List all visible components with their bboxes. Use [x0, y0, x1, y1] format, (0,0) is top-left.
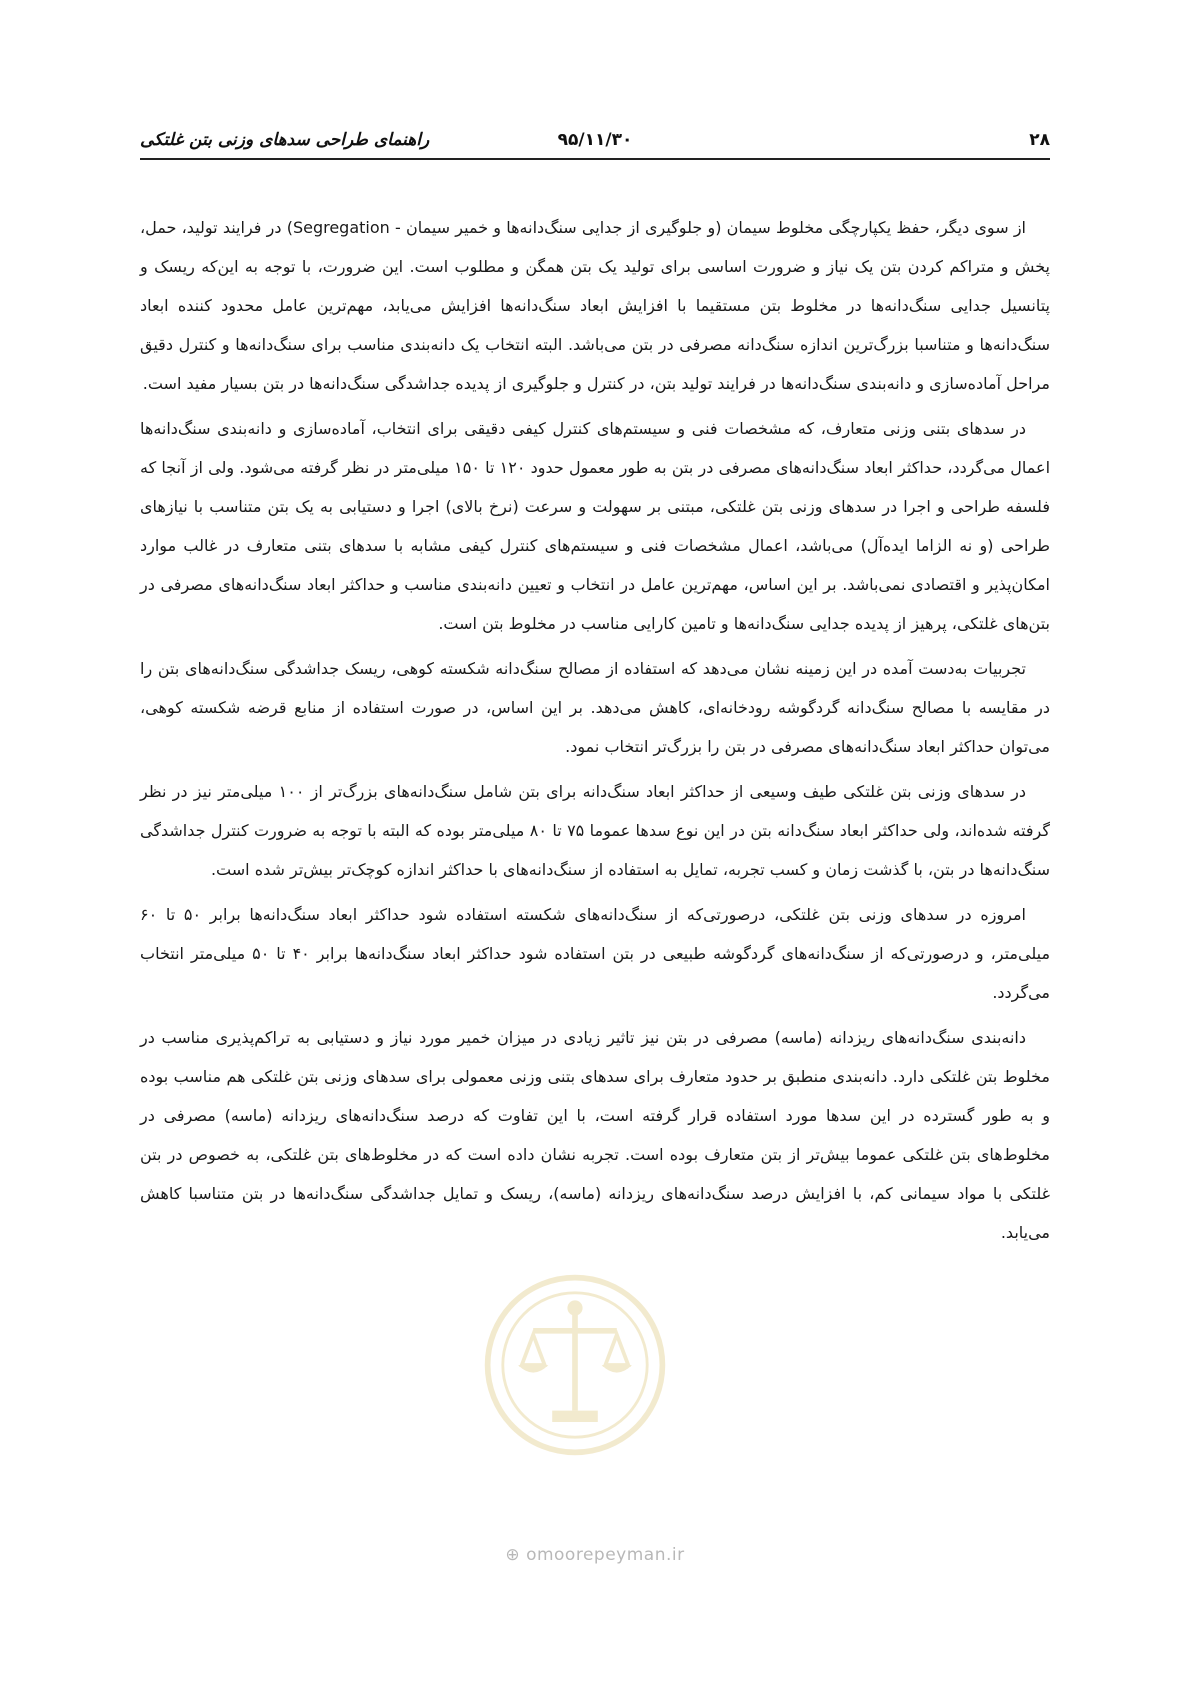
page-header [140, 128, 1050, 168]
document-title: راهنمای طراحی سدهای وزنی بتن غلتکی [140, 130, 430, 150]
paragraph: دانه‌بندی سنگ‌دانه‌های ریزدانه (ماسه) مصرفی در بتن نیز تاثیر زیادی در میزان خمیر مورد نیاز و دستیابی به تراکم‌پذیری مناسب در مخلوط بتن غلتکی دارد. دانه‌بندی منطبق بر حدود متعارف برای سدهای بتنی وزنی معمولی برای سدهای وزنی بتن غلتکی هم مناسب بوده و به طور گسترده در این سدها مورد استفاده قرار گرفته است، با این تفاوت که درصد سنگ‌دانه‌های ریزدانه (ماسه) مصرفی در مخلوط‌های بتن غلتکی عموما بیش‌تر از بتن متعارف بوده است. تجربه نشان داده است که در مخلوط‌های بتن غلتکی، به خصوص در بتن غلتکی با مواد سیمانی کم، با افزایش درصد سنگ‌دانه‌های ریزدانه (ماسه)، ریسک و تمایل جداشدگی سنگ‌دانه‌ها در بتن متناسبا کاهش می‌یابد. [140, 1028, 1050, 1242]
header-date: ۹۵/۱۱/۳۰ [557, 130, 633, 150]
paragraph: امروزه در سدهای وزنی بتن غلتکی، درصورتی‌که از سنگ‌دانه‌های شکسته استفاده شود حداکثر ابعاد سنگ‌دانه‌ها برابر ۵۰ تا ۶۰ میلی‌متر، و درصورتی‌که از سنگ‌دانه‌های گردگوشه طبیعی در بتن استفاده شود حداکثر ابعاد سنگ‌دانه‌ها برابر ۴۰ تا ۵۰ میلی‌متر انتخاب می‌گردد. [140, 905, 1051, 1002]
watermark-url [0, 1545, 1190, 1565]
paragraph: در سدهای وزنی بتن غلتکی طیف وسیعی از حداکثر ابعاد سنگ‌دانه برای بتن شامل سنگ‌دانه‌های بزرگ‌تر از ۱۰۰ میلی‌متر نیز در نظر گرفته شده‌اند، ولی حداکثر ابعاد سنگ‌دانه بتن در این نوع سدها عموما ۷۵ تا ۸۰ میلی‌متر بوده که البته با توجه به ضرورت کنترل جداشدگی سنگ‌دانه‌ها در بتن، با گذشت زمان و کسب تجربه، تمایل به استفاده از سنگ‌دانه‌های با حداکثر اندازه کوچک‌تر بیش‌تر شده است. [140, 782, 1050, 879]
watermark-site: omoorepeyman.ir [526, 1545, 685, 1565]
header-divider [140, 158, 1050, 160]
paragraph: تجربیات به‌دست آمده در این زمینه نشان می‌دهد که استفاده از مصالح سنگ‌دانه شکسته کوهی، ریسک جداشدگی سنگ‌دانه‌های بتن را در مقایسه با مصالح سنگ‌دانه گردگوشه رودخانه‌ای، کاهش می‌دهد. بر این اساس، در صورت استفاده از منابع قرضه شکسته کوهی، می‌توان حداکثر ابعاد سنگ‌دانه‌های مصرفی در بتن را بزرگ‌تر انتخاب نمود. [140, 659, 1050, 756]
globe-icon: ⊕ [505, 1545, 521, 1565]
paragraph: از سوی دیگر، حفظ یکپارچگی مخلوط سیمان (و جلوگیری از جدایی سنگ‌دانه‌ها و خمیر سیمان - Segregation) در فرایند تولید، حمل، پخش و متراکم کردن بتن یک نیاز و ضرورت اساسی برای تولید یک بتن همگن و مطلوب است. این ضرورت، با توجه به این‌که ریسک و پتانسیل جدایی سنگ‌دانه‌ها در مخلوط بتن مستقیما با افزایش ابعاد سنگ‌دانه‌ها افزایش می‌یابد، مهم‌ترین عامل محدود کننده ابعاد سنگ‌دانه‌ها و متناسبا بزرگ‌ترین اندازه سنگ‌دانه مصرفی در بتن می‌باشد. البته انتخاب یک دانه‌بندی مناسب برای سنگ‌دانه‌ها و کنترل دقیق مراحل آماده‌سازی و دانه‌بندی سنگ‌دانه‌ها در فرایند تولید بتن، در کنترل و جلوگیری از پدیده جداشدگی سنگ‌دانه‌ها در بتن بسیار مفید است. [140, 218, 1050, 393]
scale-of-justice-emblem-icon [480, 1270, 670, 1460]
page-number: ۲۸ [1029, 130, 1050, 150]
body-text [140, 208, 1050, 1258]
paragraph: در سدهای بتنی وزنی متعارف، که مشخصات فنی و سیستم‌های کنترل کیفی دقیقی برای انتخاب، آماده‌سازی و دانه‌بندی سنگ‌دانه‌ها اعمال می‌گردد، حداکثر ابعاد سنگ‌دانه‌های مصرفی در بتن به طور معمول حدود ۱۲۰ تا ۱۵۰ میلی‌متر در نظر گرفته می‌شود. ولی از آنجا که فلسفه طراحی و اجرا در سدهای وزنی بتن غلتکی، مبتنی بر سهولت و سرعت (نرخ بالای) اجرا و دستیابی به یک بتن متناسب با نیازهای طراحی (و نه الزاما ایده‌آل) می‌باشد، اعمال مشخصات فنی و سیستم‌های کنترل کیفی مشابه با سدهای بتنی متعارف در غالب موارد امکان‌پذیر و اقتصادی نمی‌باشد. بر این اساس، مهم‌ترین عامل در انتخاب و تعیین دانه‌بندی مناسب و حداکثر ابعاد سنگ‌دانه‌های مصرفی در بتن‌های غلتکی، پرهیز از پدیده جدایی سنگ‌دانه‌ها و تامین کارایی مناسب در مخلوط بتن است. [140, 419, 1051, 633]
